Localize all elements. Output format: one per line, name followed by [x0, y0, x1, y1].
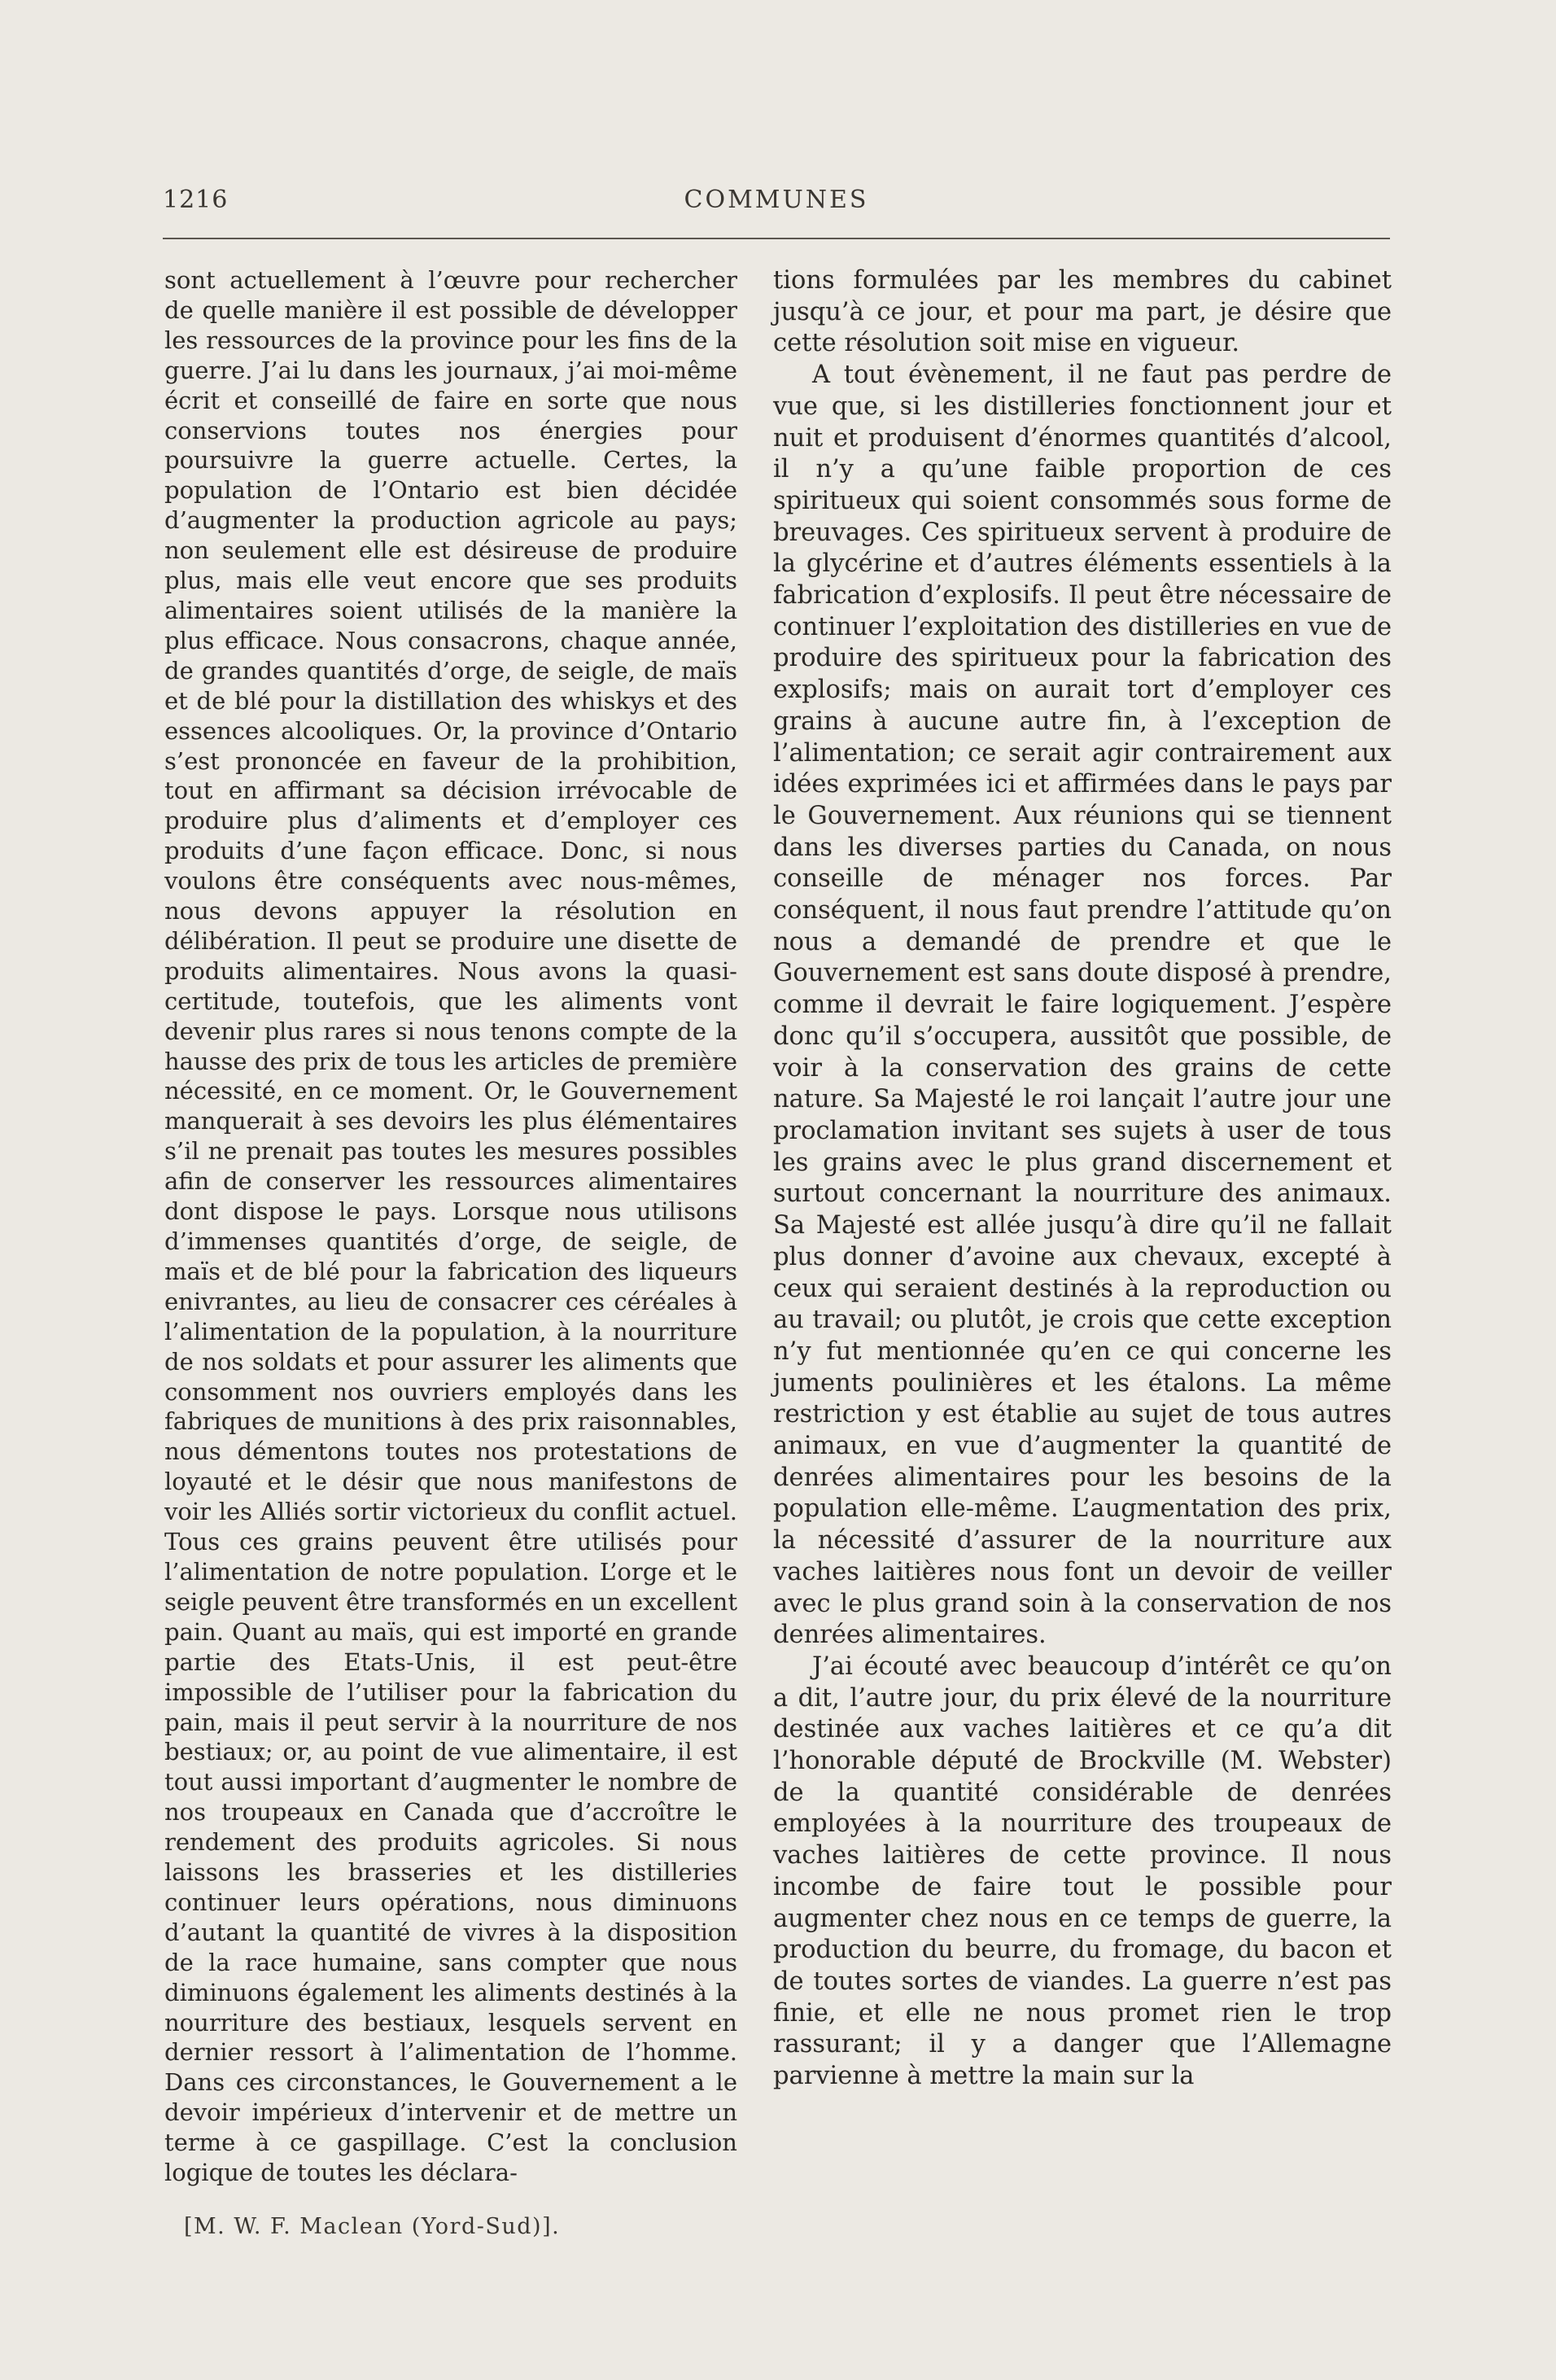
right-column — [773, 265, 1392, 2093]
page-number: 1216 — [163, 186, 229, 214]
left-paragraph-1: sont actuellement à l’œuvre pour rechercher de quelle manière il est possible de développer les ressources de la province pour les fins de la guerre. J’ai lu dans les journaux, j’ai moi-même écrit et conseillé de faire en sorte que nous conservions toutes nos énergies pour poursuivre la guerre actuelle. Certes, la population de l’Ontario est bien décidée d’augmenter la production agricole au pays; non seulement elle est désireuse de produire plus, mais elle veut encore que ses produits alimentaires soient utilisés de la manière la plus efficace. Nous consacrons, chaque année, de grandes quantités d’orge, de seigle, de maïs et de blé pour la distillation des whiskys et des essences alcooliques. Or, la province d’Ontario s’est prononcée en faveur de la prohibition, tout en affirmant sa décision irrévocable de produire plus d’aliments et d’employer ces produits d’une façon efficace. Donc, si nous voulons être conséquents avec nous-mêmes, nous devons appuyer la résolution en délibération. Il peut se produire une disette de produits alimentaires. Nous avons la quasi-certitude, toutefois, que les aliments vont devenir plus rares si nous tenons compte de la hausse des prix de tous les articles de première nécessité, en ce moment. Or, le Gouvernement manquerait à ses devoirs les plus élémentaires s’il ne prenait pas toutes les mesures possibles afin de conserver les ressources alimentaires dont dispose le pays. Lorsque nous utilisons d’immenses quantités d’orge, de seigle, de maïs et de blé pour la fabrication des liqueurs enivrantes, au lieu de consacrer ces céréales à l’alimentation de la population, à la nourriture de nos soldats et pour assurer les aliments que consomment nos ouvriers employés dans les fabriques de munitions à des prix raisonnables, nous démentons toutes nos protestations de loyauté et le désir que nous manifestons de voir les Alliés sortir victorieux du conflit actuel. Tous ces grains peuvent être utilisés pour l’alimentation de notre population. L’orge et le seigle peuvent être transformés en un excellent pain. Quant au maïs, qui est importé en grande partie des Etats-Unis, il est peut-être impossible de l’utiliser pour la fabrication du pain, mais il peut servir à la nourriture de nos bestiaux; or, au point de vue alimentaire, il est tout aussi important d’augmenter le nombre de nos troupeaux en Canada que d’accroître le rendement des produits agricoles. Si nous laissons les brasseries et les distilleries continuer leurs opérations, nous diminuons d’autant la quantité de vivres à la disposition de la race humaine, sans compter que nous diminuons également les aliments destinés à la nourriture des bestiaux, lesquels servent en dernier ressort à l’alimentation de l’homme. Dans ces circonstances, le Gouvernement a le devoir impérieux d’intervenir et de mettre un terme à ce gaspillage. C’est la conclusion logique de toutes les déclara- — [164, 266, 737, 2187]
right-paragraph-2: A tout évènement, il ne faut pas perdre de vue que, si les distilleries fonctionnent jour et nuit et produisent d’énormes quantités d’alcool, il n’y a qu’une faible proportion de ces spiritueux qui soient consommés sous forme de breuvages. Ces spiritueux servent à produire de la glycérine et d’autres éléments essentiels à la fabrication d’explosifs. Il peut être nécessaire de continuer l’exploitation des distilleries en vue de produire des spiritueux pour la fabrication des explosifs; mais on aurait tort d’employer ces grains à aucune autre fin, à l’exception de l’alimentation; ce serait agir contrairement aux idées exprimées ici et affirmées dans le pays par le Gouvernement. Aux réunions qui se tiennent dans les diverses parties du Canada, on nous conseille de ménager nos forces. Par conséquent, il nous faut prendre l’attitude qu’on nous a demandé de prendre et que le Gouvernement est sans doute disposé à prendre, comme il devrait le faire logiquement. J’espère donc qu’il s’occupera, aussitôt que possible, de voir à la conservation des grains de cette nature. Sa Majesté le roi lançait l’autre jour une proclamation invitant ses sujets à user de tous les grains avec le plus grand discernement et surtout concernant la nourriture des animaux. Sa Majesté est allée jusqu’à dire qu’il ne fallait plus donner d’avoine aux chevaux, excepté à ceux qui seraient destinés à la reproduction ou au travail; ou plutôt, je crois que cette exception n’y fut mentionnée qu’en ce qui concerne les juments poulinières et les étalons. La même restriction y est établie au sujet de tous autres animaux, en vue d’augmenter la quantité de denrées alimentaires pour les besoins de la population elle-même. L’augmentation des prix, la nécessité d’assurer de la nourriture aux vaches laitières nous font un devoir de veiller avec le plus grand soin à la conservation de nos denrées alimentaires. — [773, 361, 1392, 1650]
right-paragraph-1: tions formulées par les membres du cabinet jusqu’à ce jour, et pour ma part, je désire que cette résolution soit mise en vigueur. — [773, 266, 1392, 358]
left-column — [164, 265, 737, 2188]
running-head: COMMUNES — [684, 186, 869, 214]
header-rule — [163, 238, 1390, 239]
right-paragraph-3: J’ai écouté avec beaucoup d’intérêt ce qu’on a dit, l’autre jour, du prix élevé de la nourriture destinée aux vaches laitières et ce qu’a dit l’honorable député de Brockville (M. Webster) de la quantité considérable de denrées employées à la nourriture des troupeaux de vaches laitières de cette province. Il nous incombe de faire tout le possible pour augmenter chez nous en ce temps de guerre, la production du beurre, du fromage, du bacon et de toutes sortes de viandes. La guerre n’est pas finie, et elle ne nous promet rien le trop rassurant; il y a danger que l’Allemagne parvienne à mettre la main sur la — [773, 1652, 1392, 2091]
page-header — [163, 186, 1390, 231]
speaker-attribution: [M. W. F. Maclean (Yord-Sud)]. — [184, 2214, 561, 2239]
